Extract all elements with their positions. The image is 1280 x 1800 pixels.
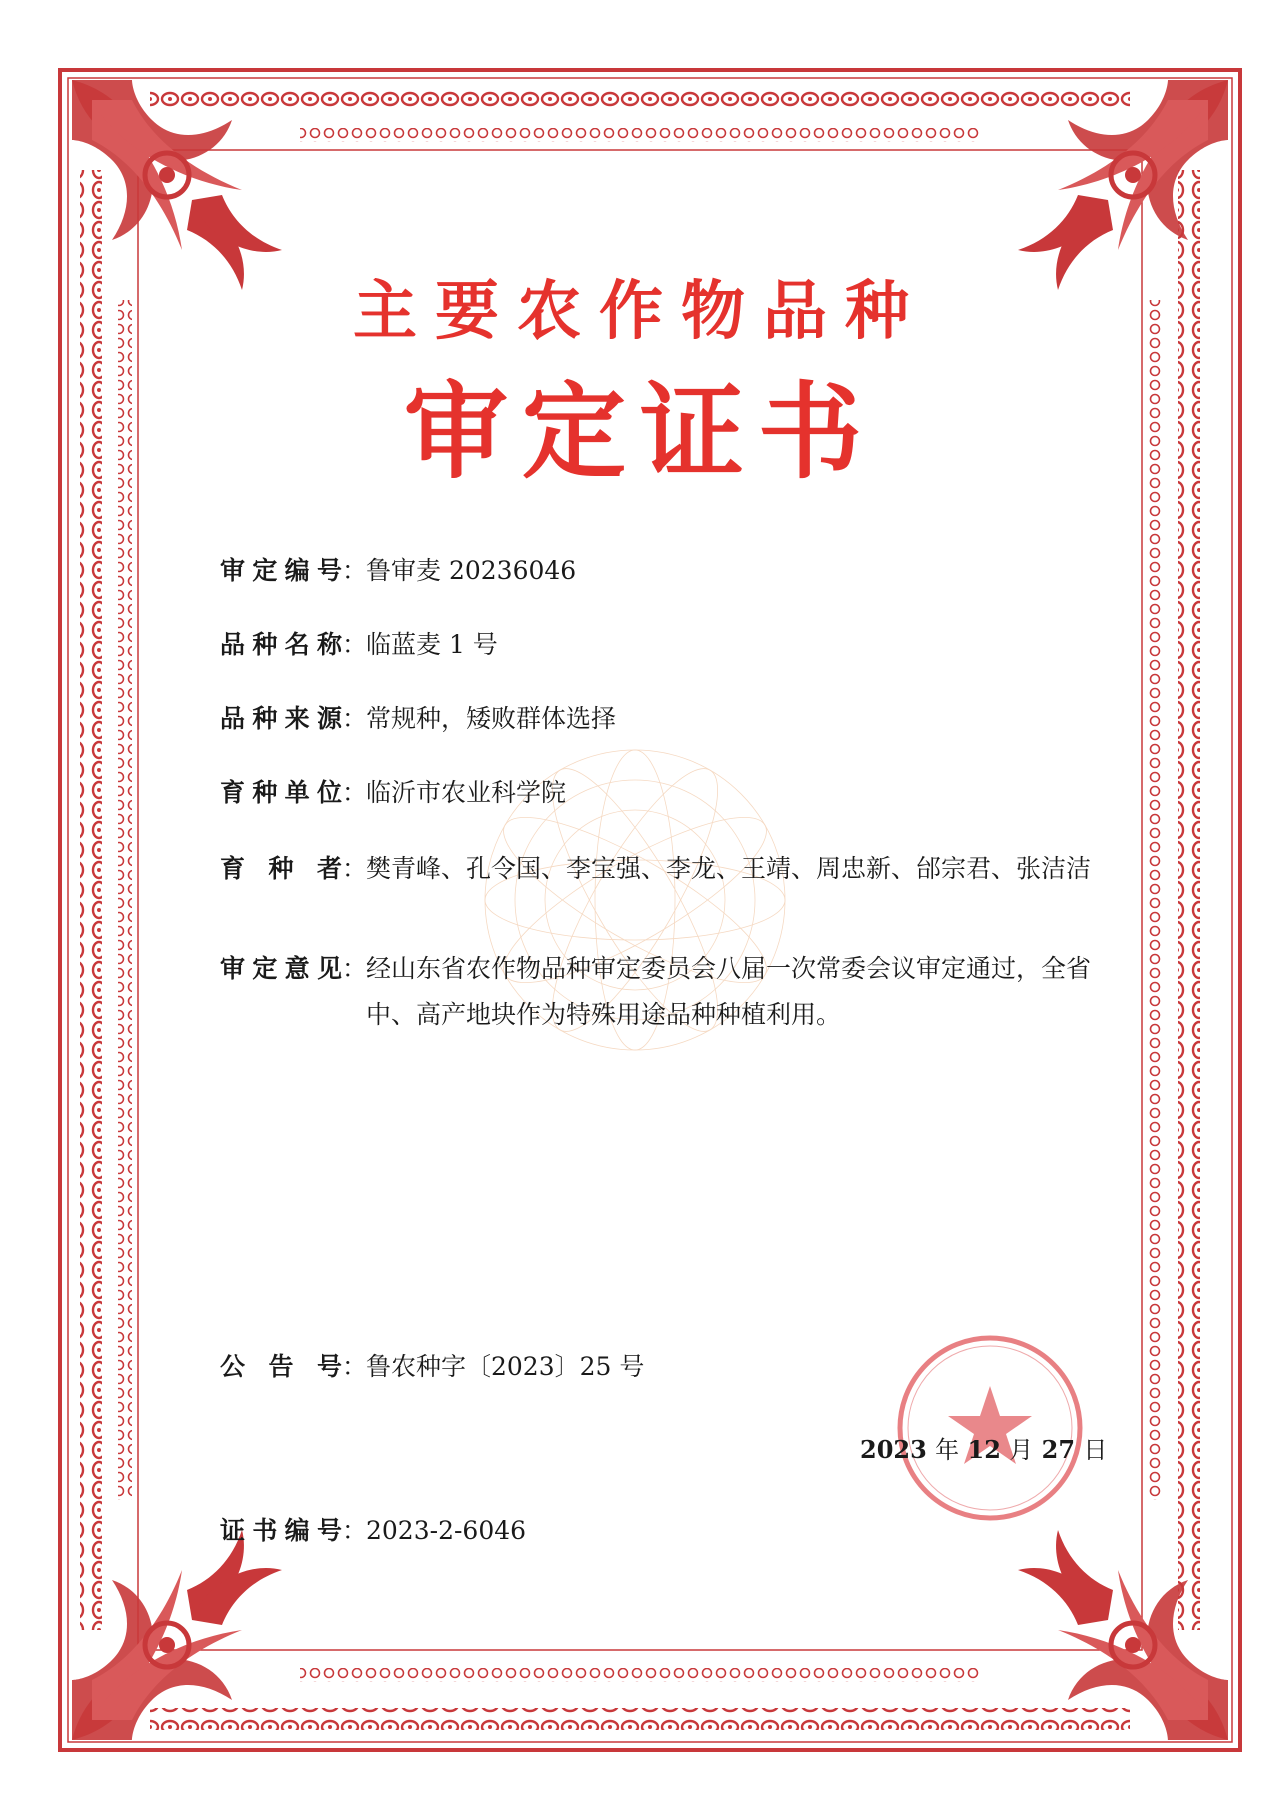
colon: ： xyxy=(342,954,368,983)
field-label: 育种单位 xyxy=(220,778,342,807)
colon: ： xyxy=(342,1516,368,1545)
field-opinion xyxy=(220,946,1100,1038)
colon: ： xyxy=(342,778,368,807)
field-label: 育种者 xyxy=(220,854,342,883)
field-value: 2023-2-6046 xyxy=(366,1516,527,1545)
date-day: 27 xyxy=(1041,1435,1076,1464)
field-variety-name xyxy=(220,622,1100,668)
date-month-char: 月 xyxy=(1009,1436,1034,1464)
field-approval-no xyxy=(220,548,1100,594)
colon: ： xyxy=(342,854,368,883)
field-label: 品种名称 xyxy=(220,630,342,659)
official-seal xyxy=(890,1328,1090,1528)
date-year-char: 年 xyxy=(935,1436,960,1464)
field-label: 审定意见 xyxy=(220,954,342,983)
field-value: 鲁审麦 20236046 xyxy=(366,556,577,585)
colon: ： xyxy=(342,630,368,659)
field-breeders xyxy=(220,846,1100,892)
issue-date xyxy=(860,1430,1107,1470)
colon: ： xyxy=(342,704,368,733)
field-value: 临沂市农业科学院 xyxy=(366,778,567,807)
field-breeding-unit xyxy=(220,770,1100,816)
field-label: 证书编号 xyxy=(220,1516,342,1545)
colon: ： xyxy=(342,1352,368,1381)
field-label: 品种来源 xyxy=(220,704,342,733)
field-label: 审定编号 xyxy=(220,556,342,585)
colon: ： xyxy=(342,556,368,585)
field-value: 鲁农种字〔2023〕25 号 xyxy=(366,1352,645,1381)
field-value: 樊青峰、孔令国、李宝强、李龙、王靖、周忠新、邰宗君、张洁洁 xyxy=(366,854,1092,883)
certificate-title-line2: 审定证书 xyxy=(403,370,876,493)
date-month: 12 xyxy=(967,1435,1001,1464)
date-year: 2023 xyxy=(860,1435,927,1464)
date-day-char: 日 xyxy=(1083,1436,1108,1464)
field-certificate-no xyxy=(220,1508,1100,1554)
field-value: 临蓝麦 1 号 xyxy=(366,630,498,659)
field-value: 经山东省农作物品种审定委员会八届一次常委会议审定通过，全省中、高产地块作为特殊用途品种种植利用。 xyxy=(366,954,1092,1029)
certificate-title-line1: 主要农作物品种 xyxy=(353,275,927,349)
field-label: 公告号 xyxy=(220,1352,342,1381)
field-variety-source xyxy=(220,696,1100,742)
field-value: 常规种，矮败群体选择 xyxy=(366,704,617,733)
